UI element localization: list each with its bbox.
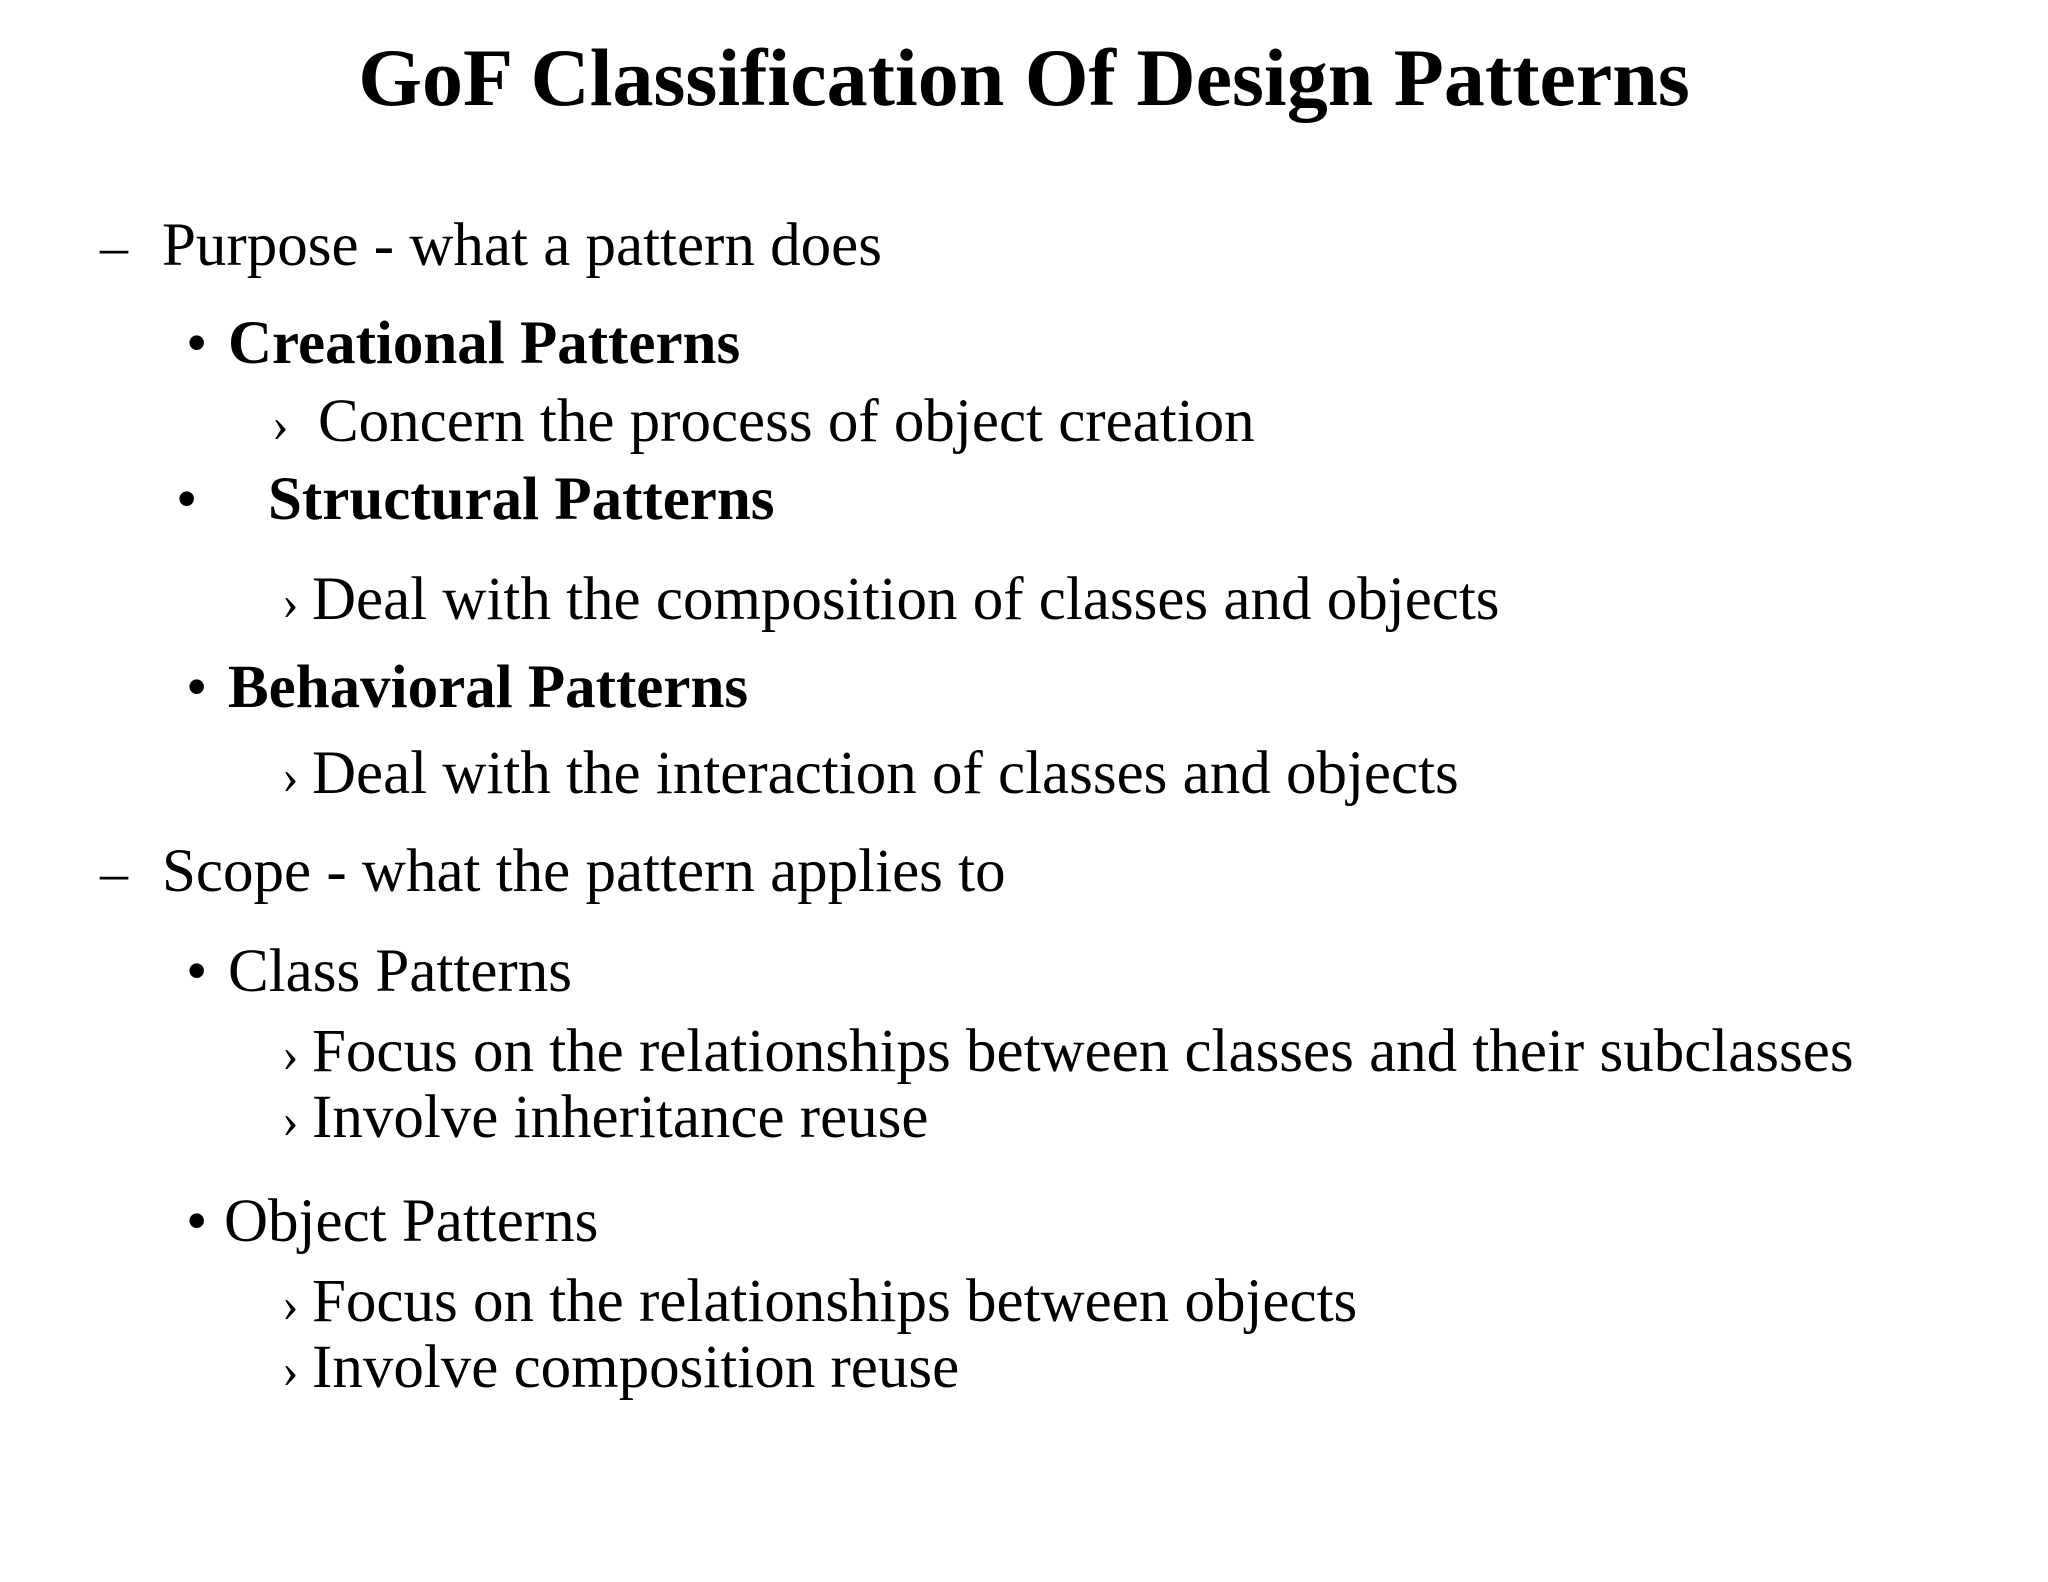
class-patterns-label: Class Patterns <box>228 938 572 1005</box>
chevron-marker: › <box>282 748 299 804</box>
class-patterns-point-text: Focus on the relationships between classes and their subclasses <box>312 1018 1854 1085</box>
chevron-marker: › <box>272 396 289 452</box>
creational-label: Creational Patterns <box>228 310 741 377</box>
creational-point <box>272 386 1255 460</box>
object-patterns-point <box>282 1266 1357 1340</box>
structural-point-text: Deal with the composition of classes and objects <box>312 566 1500 633</box>
object-patterns-heading <box>186 1186 598 1258</box>
class-patterns-heading <box>186 936 572 1008</box>
behavioral-point <box>282 738 1459 812</box>
chevron-marker: › <box>282 1276 299 1332</box>
object-patterns-point-text: Focus on the relationships between objects <box>312 1268 1358 1335</box>
object-patterns-point <box>282 1332 959 1406</box>
class-patterns-point <box>282 1082 929 1156</box>
chevron-marker: › <box>282 574 299 630</box>
bullet-marker: • <box>186 938 208 1005</box>
purpose-item <box>100 210 882 283</box>
object-patterns-label: Object Patterns <box>224 1188 599 1255</box>
scope-text: Scope - what the pattern applies to <box>162 838 1006 905</box>
purpose-text: Purpose - what a pattern does <box>162 212 882 279</box>
structural-point <box>282 564 1500 638</box>
scope-item <box>100 836 1006 909</box>
slide-title: GoF Classification Of Design Patterns <box>358 32 1690 123</box>
bullet-marker: • <box>176 466 198 533</box>
chevron-marker: › <box>282 1342 299 1398</box>
behavioral-point-text: Deal with the interaction of classes and objects <box>312 740 1459 807</box>
behavioral-heading <box>186 652 748 724</box>
creational-heading <box>186 308 740 380</box>
class-patterns-point <box>282 1016 1854 1090</box>
structural-label: Structural Patterns <box>268 466 775 533</box>
dash-marker: – <box>100 216 128 278</box>
creational-point-text: Concern the process of object creation <box>318 388 1255 455</box>
chevron-marker: › <box>282 1026 299 1082</box>
bullet-marker: • <box>186 1188 208 1255</box>
object-patterns-point-text: Involve composition reuse <box>312 1334 960 1401</box>
class-patterns-point-text: Involve inheritance reuse <box>312 1084 929 1151</box>
bullet-marker: • <box>186 310 208 377</box>
chevron-marker: › <box>282 1092 299 1148</box>
dash-marker: – <box>100 842 128 904</box>
bullet-marker: • <box>186 654 208 721</box>
structural-heading <box>176 464 775 536</box>
behavioral-label: Behavioral Patterns <box>228 654 749 721</box>
